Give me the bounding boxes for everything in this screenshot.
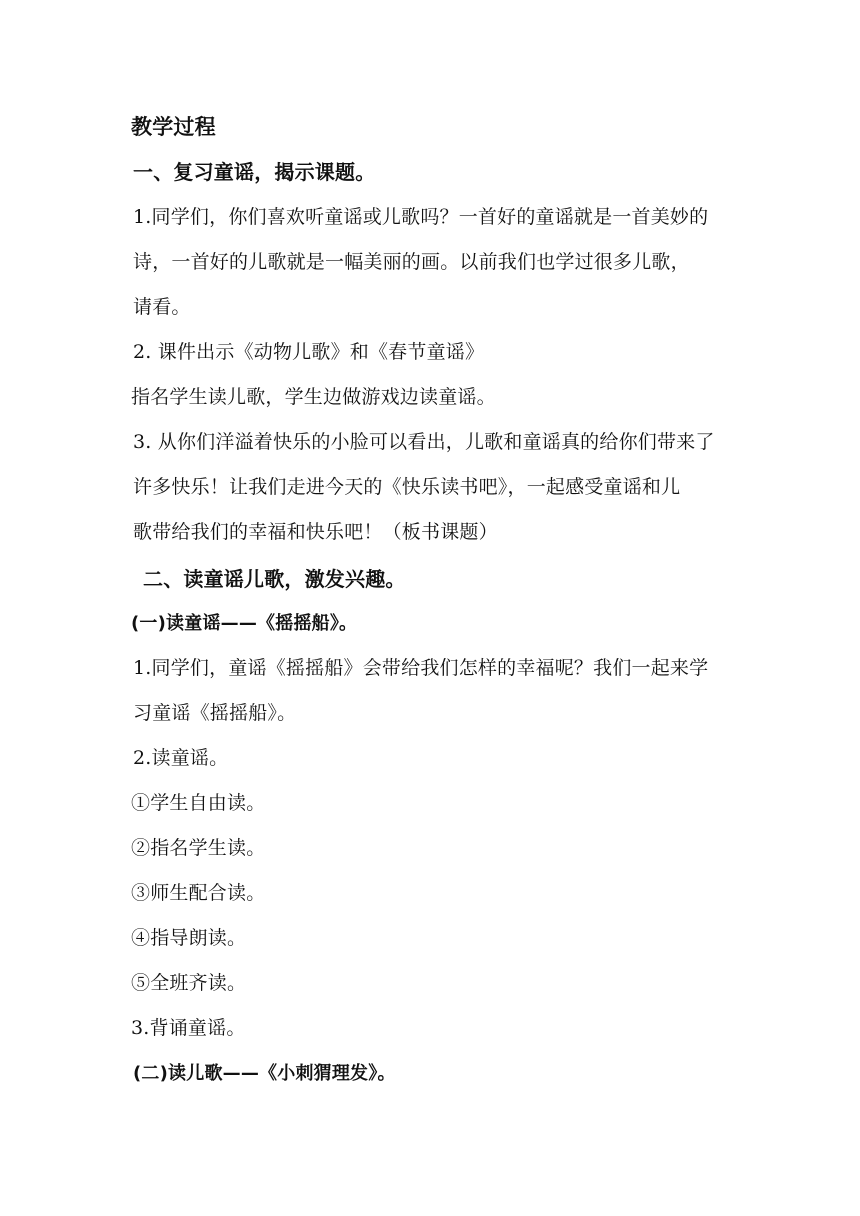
subsection-1-paragraph-1-line-1: 1.同学们，童谣《摇摇船》会带给我们怎样的幸福呢？我们一起来学 (133, 657, 709, 679)
subsection-2-heading: (二)读儿歌——《小刺猬理发》。 (133, 1063, 396, 1084)
section-1-paragraph-2: 2. 课件出示《动物儿歌》和《春节童谣》 (133, 341, 485, 363)
section-1-paragraph-1-line-3: 请看。 (133, 296, 191, 318)
subsection-1-paragraph-2: 2.读童谣。 (133, 747, 229, 769)
section-1-paragraph-1-line-1: 1.同学们，你们喜欢听童谣或儿歌吗？一首好的童谣就是一首美妙的 (133, 206, 709, 228)
subsection-1-step: ①学生自由读。 (131, 792, 266, 814)
section-1-paragraph-1-line-2: 诗，一首好的儿歌就是一幅美丽的画。以前我们也学过很多儿歌， (133, 251, 690, 273)
section-1-paragraph-2-note: 指名学生读儿歌，学生边做游戏边读童谣。 (131, 386, 496, 408)
subsection-1-step: ③师生配合读。 (131, 882, 266, 904)
document-title: 教学过程 (131, 115, 216, 139)
subsection-1-heading: (一)读童谣——《摇摇船》。 (131, 613, 358, 634)
section-2-heading: 二、读童谣儿歌，激发兴趣。 (143, 567, 406, 591)
section-1-paragraph-3-line-1: 3. 从你们洋溢着快乐的小脸可以看出，儿歌和童谣真的给你们带来了 (133, 431, 715, 453)
section-1-paragraph-3-line-2: 许多快乐！让我们走进今天的《快乐读书吧》，一起感受童谣和儿 (133, 476, 681, 498)
subsection-1-paragraph-3: 3.背诵童谣。 (131, 1017, 246, 1039)
section-1-heading: 一、复习童谣，揭示课题。 (133, 160, 376, 184)
subsection-1-step: ⑤全班齐读。 (131, 972, 247, 994)
section-1-paragraph-3-line-3: 歌带给我们的幸福和快乐吧！（板书课题） (133, 521, 498, 543)
subsection-1-step: ④指导朗读。 (131, 927, 247, 949)
subsection-1-paragraph-1-line-2: 习童谣《摇摇船》。 (133, 702, 297, 724)
subsection-1-step: ②指名学生读。 (131, 837, 266, 859)
